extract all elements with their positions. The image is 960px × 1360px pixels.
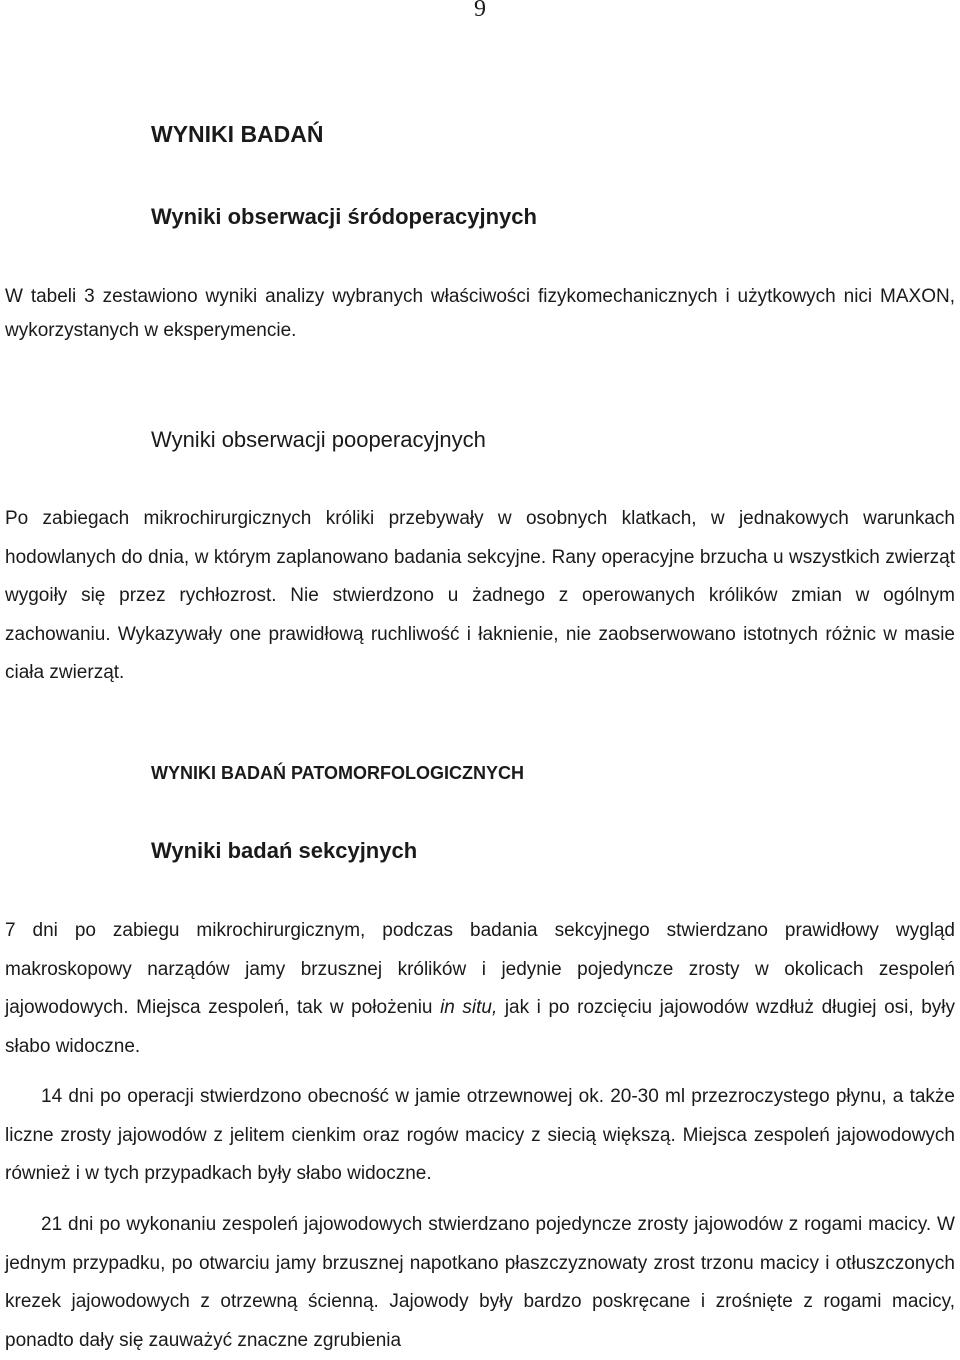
- page-number: 9: [474, 0, 486, 22]
- heading-intraoperative-observations: Wyniki obserwacji śródoperacyjnych: [151, 204, 537, 229]
- paragraph-day-7-text-end: jak i po rozcięciu jajowodów wzdłuż długiej osi, były słabo widoczne.: [5, 997, 955, 1057]
- paragraph-day-7-text-start: 7 dni po zabiegu mikrochirurgicznym, podczas badania sekcyjnego stwierdzano prawidłowy wygląd makroskopowy narządów jamy brzusznej królików i jedynie pojedyncze zrosty w okolicach zespoleń jajowodowych. Miejsca zespoleń, tak w położeniu: [5, 920, 955, 1019]
- heading-postoperative-observations: Wyniki obserwacji pooperacyjnych: [151, 427, 486, 452]
- paragraph-postoperative: Po zabiegach mikrochirurgicznych króliki przebywały w osobnych klatkach, w jednakowych warunkach hodowlanych do dnia, w którym zaplanowano badania sekcyjne. Rany operacyjne brzucha u wszystkich zwierząt wygoiły się przez rychłozrost. Nie stwierdzono u żadnego z operowanych królików zmian w ogólnym zachowaniu. Wykazywały one prawidłową ruchliwość i łaknienie, nie zaobserwowano istotnych różnic w masie ciała zwierząt.: [5, 508, 955, 684]
- paragraph-intraoperative: W tabeli 3 zestawiono wyniki analizy wybranych właściwości fizykomechanicznych i użytkowych nici MAXON, wykorzystanych w eksperymencie.: [5, 286, 955, 341]
- heading-wyniki-badan: WYNIKI BADAŃ: [151, 121, 324, 147]
- paragraph-day-21: 21 dni po wykonaniu zespoleń jajowodowych stwierdzano pojedyncze zrosty jajowodów z rogami macicy. W jednym przypadku, po otwarciu jamy brzusznej napotkano płaszczyznowaty zrost trzonu macicy i otłuszczonych krezek jajowodowych z otrzewną ścienną. Jajowody były bardzo poskręcane i zrośnięte z rogami macicy, ponadto dały się zauważyć znaczne zgrubienia: [5, 1214, 955, 1351]
- heading-autopsy-results: Wyniki badań sekcyjnych: [151, 838, 418, 863]
- paragraph-day-14: 14 dni po operacji stwierdzono obecność w jamie otrzewnowej ok. 20-30 ml przezroczystego płynu, a także liczne zrosty jajowodów z jelitem cienkim oraz rogów macicy z siecią większą. Miejsca zespoleń jajowodowych również i w tych przypadkach były słabo widoczne.: [5, 1086, 955, 1185]
- paragraph-day-7: [5, 912, 955, 1066]
- heading-pathomorphological-results: WYNIKI BADAŃ PATOMORFOLOGICZNYCH: [151, 763, 524, 783]
- paragraph-day-7-italic-term: in situ,: [440, 997, 498, 1019]
